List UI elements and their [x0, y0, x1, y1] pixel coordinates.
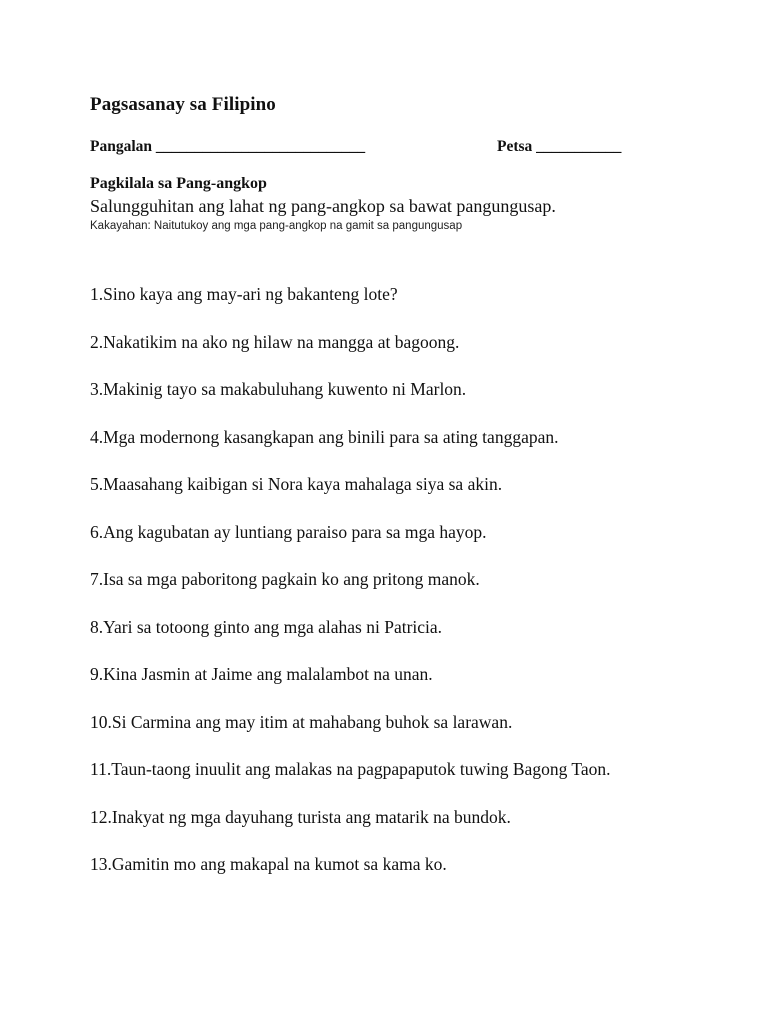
exercise-item-3: 3.Makinig tayo sa makabuluhang kuwento ni Marlon.	[90, 379, 467, 399]
exercise-item-8: 8.Yari sa totoong ginto ang mga alahas ni Patricia.	[90, 616, 443, 637]
exercise-item-4: 4.Mga modernong kasangkapan ang binili para sa ating tanggapan.	[90, 426, 559, 447]
exercise-item-13: 13.Gamitin mo ang makapal na kumot sa kama ko.	[90, 854, 447, 874]
instruction-text: Salungguhitan ang lahat ng pang-angkop sa bawat pangungusap.	[90, 196, 556, 216]
exercise-item-9: 9.Kina Jasmin at Jaime ang malalambot na unan.	[90, 664, 433, 684]
date-field: Petsa ___________	[497, 138, 622, 155]
exercise-item-7: 7.Isa sa mga paboritong pagkain ko ang pritong manok.	[90, 569, 480, 589]
exercise-item-2: 2.Nakatikim na ako ng hilaw na mangga at bagoong.	[90, 331, 460, 352]
name-field: Pangalan ___________________________	[90, 138, 366, 155]
exercise-item-12: 12.Inakyat ng mga dayuhang turista ang matarik na bundok.	[90, 806, 511, 827]
exercise-list	[90, 283, 650, 876]
section-title: Pagkilala sa Pang-angkop	[90, 175, 267, 192]
page-title: Pagsasanay sa Filipino	[90, 94, 276, 115]
exercise-item-11: 11.Taun-taong inuulit ang malakas na pagpapaputok tuwing Bagong Taon.	[90, 759, 611, 779]
exercise-item-5: 5.Maasahang kaibigan si Nora kaya mahalaga siya sa akin.	[90, 474, 503, 494]
exercise-item-1: 1.Sino kaya ang may-ari ng bakanteng lote?	[90, 284, 398, 304]
skill-description: Kakayahan: Naitutukoy ang mga pang-angkop na gamit sa pangungusap	[90, 220, 463, 232]
exercise-item-6: 6.Ang kagubatan ay luntiang paraiso para sa mga hayop.	[90, 521, 487, 542]
exercise-item-10: 10.Si Carmina ang may itim at mahabang buhok sa larawan.	[90, 711, 513, 732]
